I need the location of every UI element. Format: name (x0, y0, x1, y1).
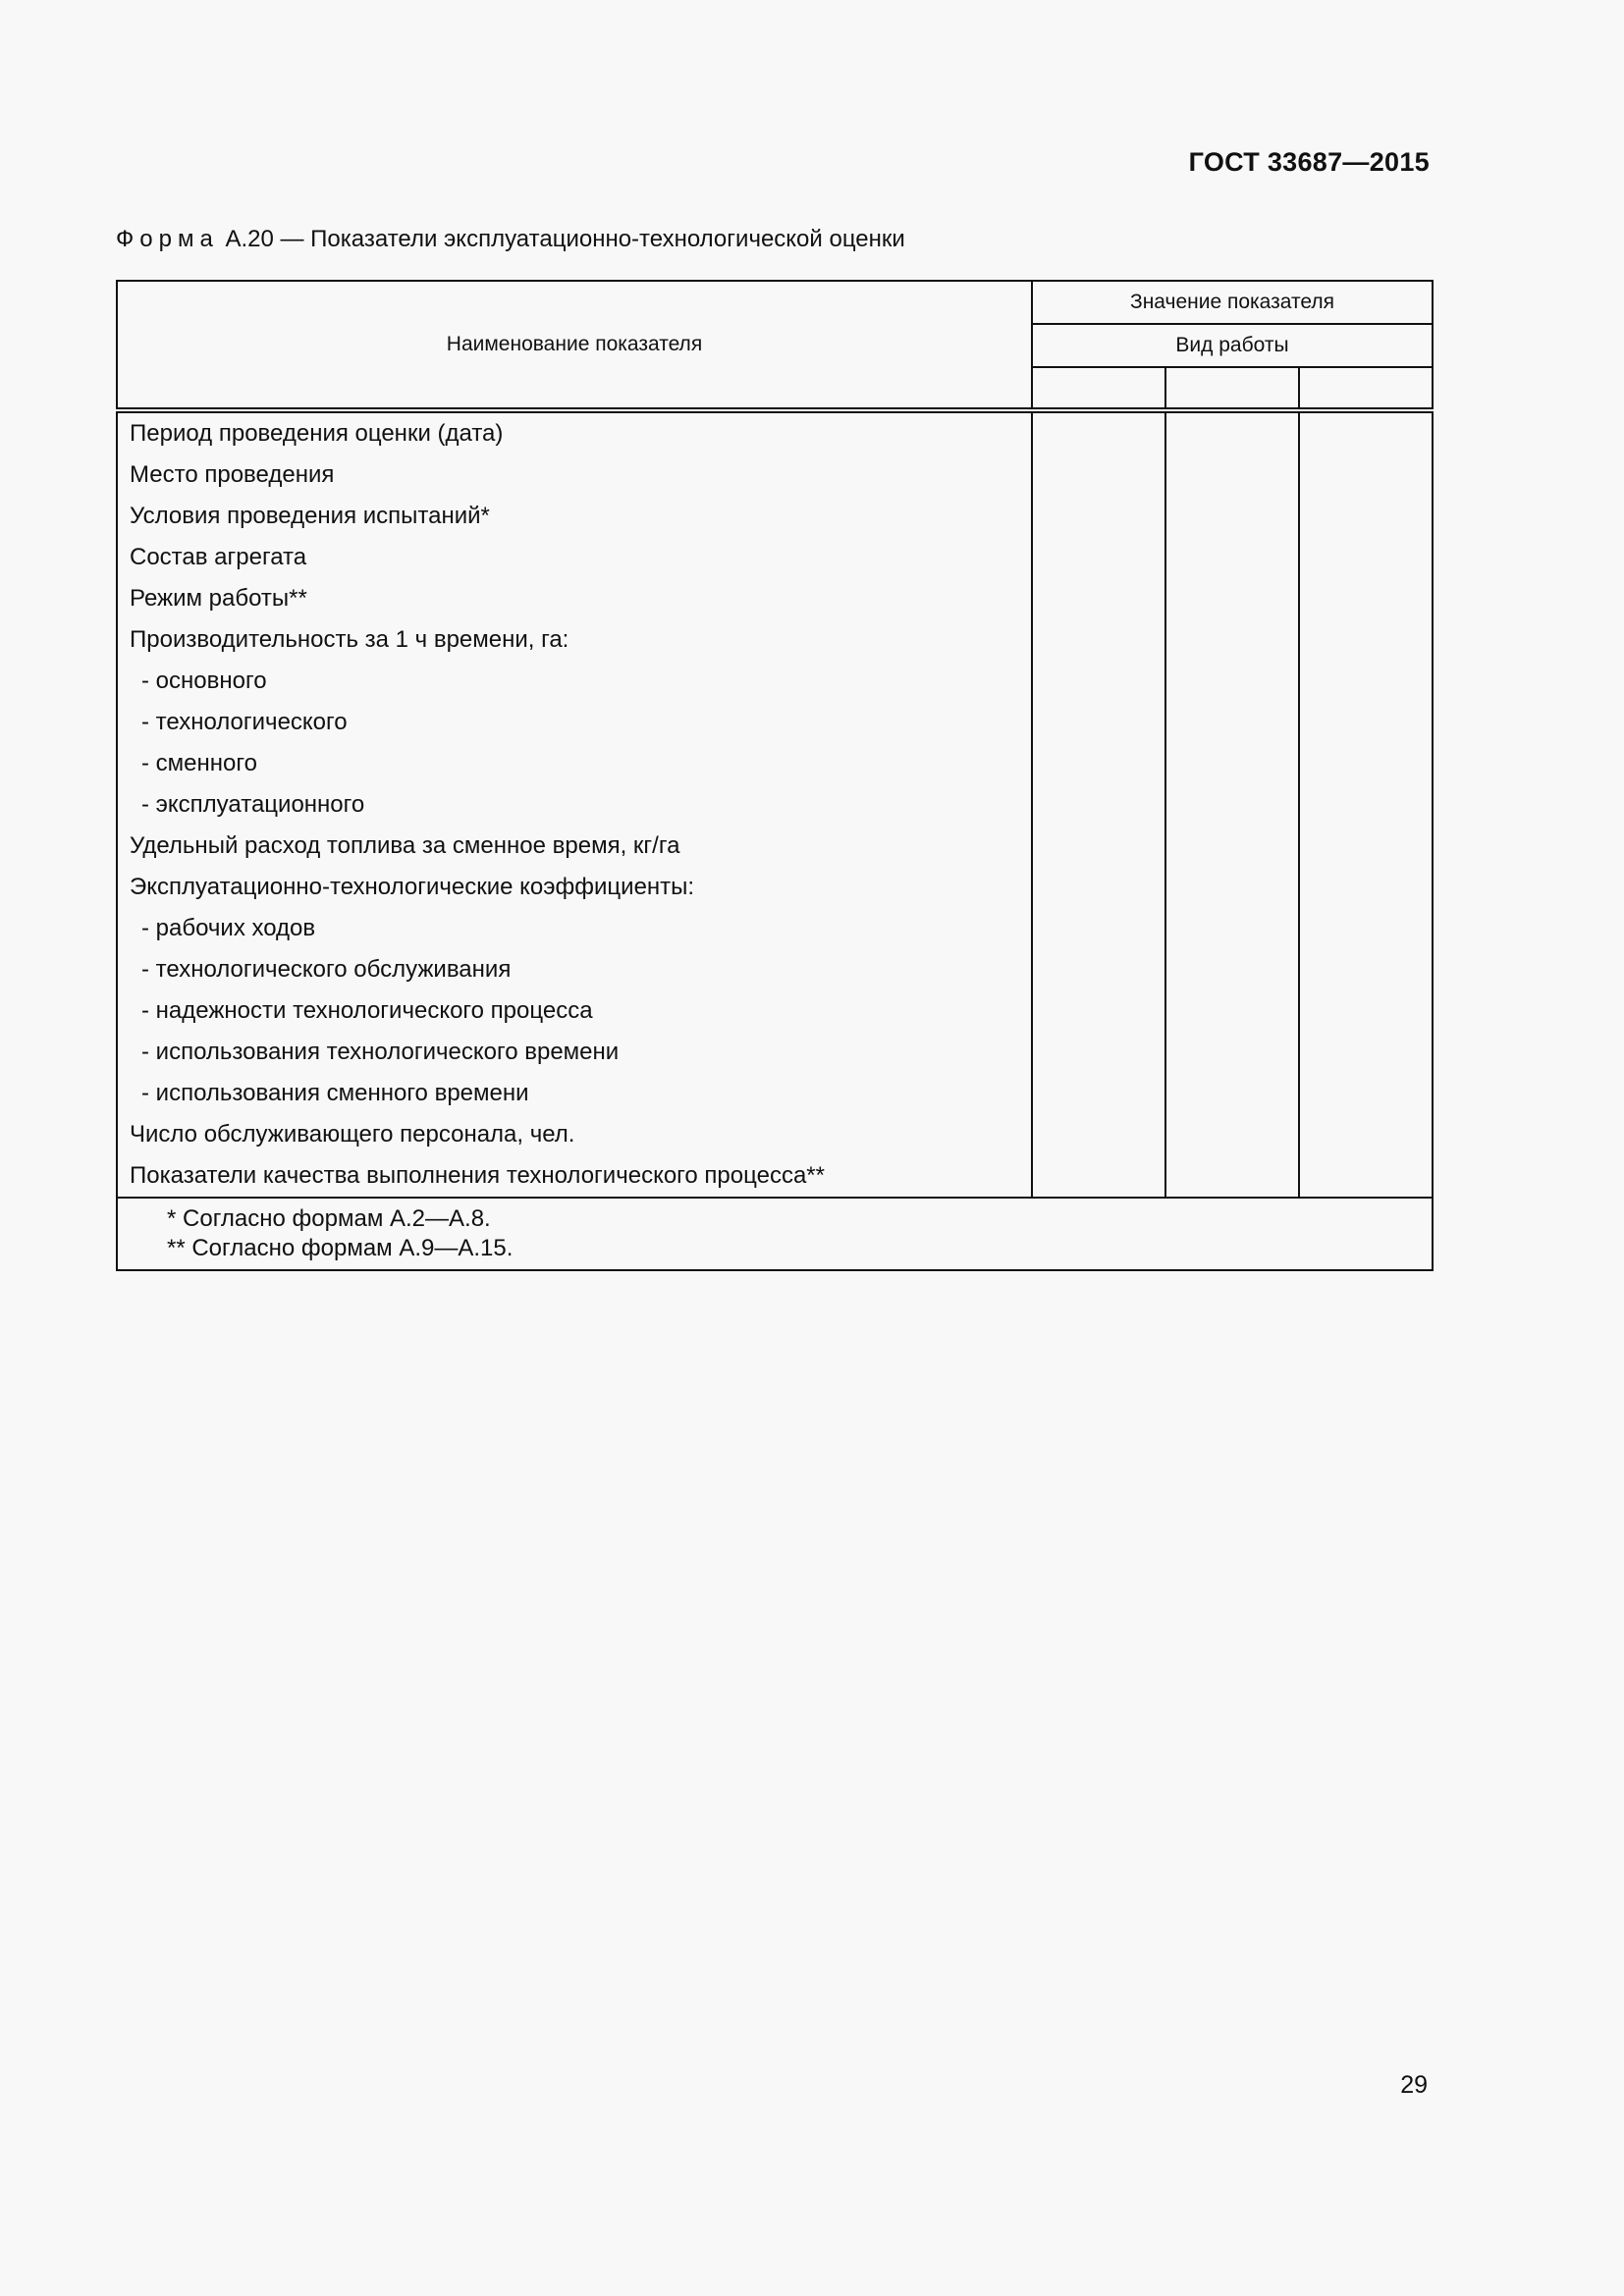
value-cell-2[interactable] (1165, 661, 1299, 702)
table-row (117, 454, 1433, 496)
indicator-name-cell: Место проведения (117, 454, 1032, 496)
table-row (117, 702, 1433, 743)
value-cell-1[interactable] (1032, 908, 1165, 949)
value-cell-1[interactable] (1032, 578, 1165, 619)
table-row (117, 1073, 1433, 1114)
indicator-name-cell: Показатели качества выполнения технологического процесса** (117, 1155, 1032, 1198)
value-cell-1[interactable] (1032, 949, 1165, 990)
value-cell-3[interactable] (1299, 702, 1433, 743)
indicator-name-cell: - технологического (117, 702, 1032, 743)
value-cell-1[interactable] (1032, 784, 1165, 826)
indicators-table (116, 280, 1434, 1271)
value-cell-2[interactable] (1165, 1114, 1299, 1155)
indicator-name-cell: - использования сменного времени (117, 1073, 1032, 1114)
value-cell-2[interactable] (1165, 1032, 1299, 1073)
work-type-column-1[interactable] (1032, 367, 1165, 410)
indicator-rows (117, 410, 1433, 1198)
value-cell-3[interactable] (1299, 784, 1433, 826)
value-cell-1[interactable] (1032, 410, 1165, 454)
value-cell-3[interactable] (1299, 454, 1433, 496)
value-cell-1[interactable] (1032, 867, 1165, 908)
value-cell-3[interactable] (1299, 1032, 1433, 1073)
table-row (117, 784, 1433, 826)
indicator-name-cell: Условия проведения испытаний* (117, 496, 1032, 537)
indicator-name-cell: - технологического обслуживания (117, 949, 1032, 990)
indicator-name-cell: - сменного (117, 743, 1032, 784)
value-cell-1[interactable] (1032, 1073, 1165, 1114)
table-row (117, 867, 1433, 908)
value-cell-1[interactable] (1032, 743, 1165, 784)
value-cell-2[interactable] (1165, 867, 1299, 908)
value-cell-2[interactable] (1165, 496, 1299, 537)
value-cell-3[interactable] (1299, 1155, 1433, 1198)
value-cell-3[interactable] (1299, 619, 1433, 661)
indicator-name-cell: - эксплуатационного (117, 784, 1032, 826)
form-caption-title: А.20 — Показатели эксплуатационно-технологической оценки (225, 226, 905, 252)
indicator-name-cell: Период проведения оценки (дата) (117, 410, 1032, 454)
value-cell-1[interactable] (1032, 496, 1165, 537)
value-cell-2[interactable] (1165, 990, 1299, 1032)
value-cell-2[interactable] (1165, 537, 1299, 578)
value-cell-1[interactable] (1032, 990, 1165, 1032)
value-cell-2[interactable] (1165, 908, 1299, 949)
value-cell-3[interactable] (1299, 1073, 1433, 1114)
value-cell-1[interactable] (1032, 702, 1165, 743)
value-cell-2[interactable] (1165, 949, 1299, 990)
value-cell-2[interactable] (1165, 1073, 1299, 1114)
indicator-name-cell: Число обслуживающего персонала, чел. (117, 1114, 1032, 1155)
table-row (117, 578, 1433, 619)
value-cell-3[interactable] (1299, 496, 1433, 537)
indicator-name-cell: - надежности технологического процесса (117, 990, 1032, 1032)
indicator-name-cell: - рабочих ходов (117, 908, 1032, 949)
indicator-value-header: Значение показателя (1032, 281, 1433, 324)
value-cell-2[interactable] (1165, 1155, 1299, 1198)
table-row (117, 743, 1433, 784)
work-type-column-2[interactable] (1165, 367, 1299, 410)
value-cell-1[interactable] (1032, 454, 1165, 496)
value-cell-3[interactable] (1299, 908, 1433, 949)
value-cell-2[interactable] (1165, 619, 1299, 661)
indicator-name-cell: Режим работы** (117, 578, 1032, 619)
indicator-name-cell: - использования технологического времени (117, 1032, 1032, 1073)
value-cell-1[interactable] (1032, 537, 1165, 578)
footnote-1: * Согласно формам А.2—А.8. (167, 1205, 491, 1232)
value-cell-2[interactable] (1165, 702, 1299, 743)
table-row (117, 661, 1433, 702)
table-row (117, 619, 1433, 661)
page-number: 29 (1400, 2071, 1428, 2099)
table-row (117, 990, 1433, 1032)
value-cell-1[interactable] (1032, 619, 1165, 661)
indicator-name-cell: Удельный расход топлива за сменное время, кг/га (117, 826, 1032, 867)
footnote-2: ** Согласно формам А.9—А.15. (167, 1235, 514, 1261)
value-cell-1[interactable] (1032, 1114, 1165, 1155)
table-row (117, 1114, 1433, 1155)
indicator-name-cell: Состав агрегата (117, 537, 1032, 578)
table-row (117, 1155, 1433, 1198)
value-cell-1[interactable] (1032, 1032, 1165, 1073)
indicator-name-cell: - основного (117, 661, 1032, 702)
value-cell-3[interactable] (1299, 990, 1433, 1032)
footnotes (117, 1198, 1433, 1270)
value-cell-1[interactable] (1032, 826, 1165, 867)
indicator-name-cell: Эксплуатационно-технологические коэффициенты: (117, 867, 1032, 908)
table-row (117, 410, 1433, 454)
table-row (117, 949, 1433, 990)
value-cell-3[interactable] (1299, 1114, 1433, 1155)
value-cell-2[interactable] (1165, 410, 1299, 454)
indicator-name-cell: Производительность за 1 ч времени, га: (117, 619, 1032, 661)
value-cell-2[interactable] (1165, 784, 1299, 826)
value-cell-2[interactable] (1165, 743, 1299, 784)
value-cell-2[interactable] (1165, 826, 1299, 867)
value-cell-2[interactable] (1165, 454, 1299, 496)
table-row (117, 1032, 1433, 1073)
form-caption-word: Форма (116, 226, 219, 252)
table-row (117, 826, 1433, 867)
value-cell-2[interactable] (1165, 578, 1299, 619)
table-row (117, 537, 1433, 578)
value-cell-3[interactable] (1299, 410, 1433, 454)
value-cell-3[interactable] (1299, 578, 1433, 619)
work-type-column-3[interactable] (1299, 367, 1433, 410)
document-code: ГОСТ 33687—2015 (1188, 147, 1430, 177)
value-cell-3[interactable] (1299, 867, 1433, 908)
table-row (117, 908, 1433, 949)
table-row (117, 496, 1433, 537)
value-cell-3[interactable] (1299, 949, 1433, 990)
value-cell-1[interactable] (1032, 661, 1165, 702)
form-caption (116, 226, 905, 253)
value-cell-3[interactable] (1299, 826, 1433, 867)
value-cell-1[interactable] (1032, 1155, 1165, 1198)
indicator-name-header: Наименование показателя (117, 281, 1032, 410)
value-cell-3[interactable] (1299, 661, 1433, 702)
work-type-header: Вид работы (1032, 324, 1433, 367)
value-cell-3[interactable] (1299, 743, 1433, 784)
value-cell-3[interactable] (1299, 537, 1433, 578)
